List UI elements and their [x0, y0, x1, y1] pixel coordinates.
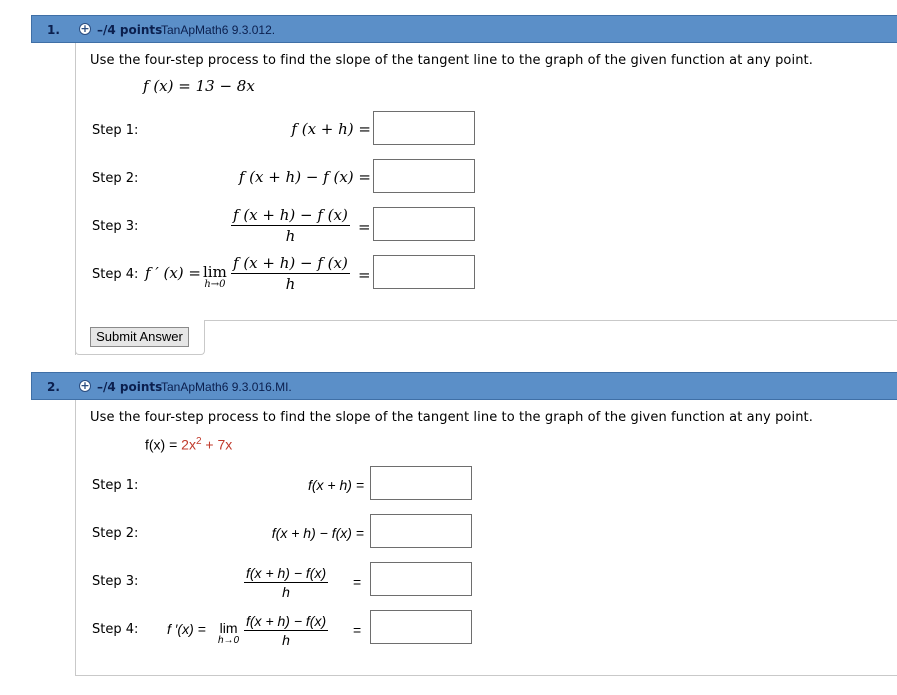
step-3-fraction	[231, 206, 350, 245]
lim-text: lim	[203, 263, 227, 281]
function-term-2: + 7x	[201, 436, 233, 453]
divider	[204, 320, 897, 321]
question-code: TanApMath6 9.3.012.	[161, 23, 276, 37]
derivative-prefix: f ′(x) =	[167, 621, 206, 637]
limit-operator	[203, 264, 227, 290]
equals-sign: =	[358, 218, 371, 236]
step-2-label: Step 2:	[92, 526, 139, 541]
function-prefix: f(x) =	[145, 436, 182, 453]
fraction-denominator: h	[282, 632, 290, 648]
function-expression	[145, 436, 232, 453]
points-label: –/4 points	[97, 380, 163, 394]
step-4-fraction	[231, 254, 350, 293]
derivative-prefix: f ′ (x) =	[145, 264, 201, 282]
limit-operator	[218, 621, 239, 646]
fraction-numerator: f (x + h) − f (x)	[233, 206, 348, 224]
step-3-label: Step 3:	[92, 219, 139, 234]
step-2-answer-input[interactable]	[373, 159, 475, 193]
step-1-answer-input[interactable]	[373, 111, 475, 145]
equals-sign: =	[353, 574, 362, 590]
fraction-denominator: h	[285, 227, 296, 245]
equals-sign: =	[353, 622, 362, 638]
step-2-expression: f (x + h) − f (x) =	[238, 168, 371, 186]
question-number: 1.	[47, 23, 60, 37]
lim-subscript: h→0	[218, 635, 240, 646]
fraction-denominator: h	[285, 275, 296, 293]
step-1-expression: f(x + h) =	[307, 477, 364, 493]
question-prompt: Use the four-step process to find the slope of the tangent line to the graph of the given function at any point.	[90, 53, 813, 68]
step-2-label: Step 2:	[92, 171, 139, 186]
step-2-answer-input[interactable]	[370, 514, 472, 548]
points-label: –/4 points	[97, 23, 163, 37]
lim-subscript: h→0	[204, 279, 226, 290]
step-3-fraction	[244, 565, 328, 600]
step-4-label: Step 4:	[92, 267, 139, 282]
step-3-answer-input[interactable]	[370, 562, 472, 596]
step-4-answer-input[interactable]	[370, 610, 472, 644]
question-prompt: Use the four-step process to find the slope of the tangent line to the graph of the given function at any point.	[90, 410, 813, 425]
function-exponent: 2	[195, 436, 202, 447]
step-2-expression: f(x + h) − f(x) =	[271, 525, 364, 541]
function-term-1: 2x	[181, 436, 196, 453]
question-1-header	[31, 15, 897, 43]
question-2-header	[31, 372, 897, 400]
question-number: 2.	[47, 380, 60, 394]
step-1-label: Step 1:	[92, 123, 139, 138]
function-expression: f (x) = 13 − 8x	[143, 77, 255, 95]
plus-circle-icon[interactable]: +	[80, 22, 90, 35]
equals-sign: =	[358, 266, 371, 284]
question-code: TanApMath6 9.3.016.MI.	[161, 380, 292, 394]
fraction-numerator: f(x + h) − f(x)	[246, 613, 327, 629]
step-4-answer-input[interactable]	[373, 255, 475, 289]
lim-text: lim	[219, 620, 238, 636]
step-1-expression: f (x + h) =	[291, 120, 371, 138]
plus-circle-icon[interactable]: +	[80, 379, 90, 392]
step-4-fraction	[244, 613, 328, 648]
fraction-numerator: f(x + h) − f(x)	[246, 565, 327, 581]
step-1-label: Step 1:	[92, 478, 139, 493]
step-4-label: Step 4:	[92, 622, 139, 637]
fraction-numerator: f (x + h) − f (x)	[233, 254, 348, 272]
divider	[75, 675, 897, 676]
submit-answer-button[interactable]: Submit Answer	[90, 327, 189, 347]
step-3-label: Step 3:	[92, 574, 139, 589]
step-1-answer-input[interactable]	[370, 466, 472, 500]
step-3-answer-input[interactable]	[373, 207, 475, 241]
fraction-denominator: h	[282, 584, 290, 600]
